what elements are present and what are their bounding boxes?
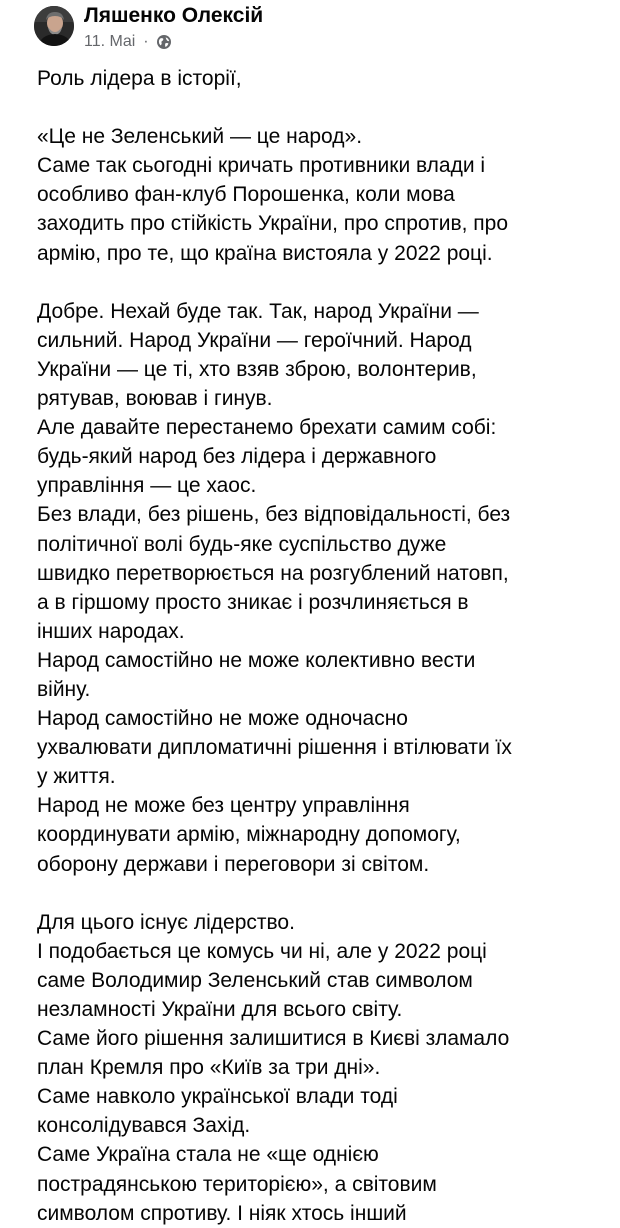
post-meta	[84, 31, 172, 53]
post-text	[37, 64, 612, 1228]
paragraph-gap	[37, 879, 612, 908]
author-name[interactable]: Ляшенко Олексій	[84, 4, 264, 27]
post-paragraph-people: Добре. Нехай буде так. Так, народ України — сильний. Народ України — героїчний. Народ України — це ті, хто взяв зброю, волонтерив, рятував, воював і гинув. Але давайте перестанемо брехати самим собі: будь-який народ без лідера і державного управління — це хаос. Без влади, без рішень, без відповідальності, без політичної волі будь-яке суспільство дуже швидко перетворюється на розгублений натовп, а в гіршому просто зникає і розчлиняється в інших народах. Народ самостійно не може колективно вести війну. Народ самостійно не може одночасно ухвалювати дипломатичні рішення і втілювати їх у життя. Народ не може без центру управління координувати армію, міжнародну допомогу, оборону держави і переговори зі світом.	[37, 299, 512, 876]
globe-icon[interactable]	[156, 34, 172, 50]
post-paragraph-quote: «Це не Зеленський — це народ». Саме так сьогодні кричать противники влади і особливо фан-клуб Порошенка, коли мова заходить про стійкість України, про спротив, про армію, про те, що країна вистояла у 2022 році.	[37, 125, 509, 265]
post-date[interactable]: 11. Mai	[84, 33, 136, 50]
post-header	[0, 0, 620, 56]
post-paragraph-leadership: Для цього існує лідерство. І подобається це комусь чи ні, але у 2022 році саме Володимир Зеленський став символом незламності України для всього світу. Саме його рішення залишитися в Києві зламало план Кремля про «Київ за три дні». Саме навколо української влади тоді консолідувався Захід. Саме Україна стала не «ще однією пострадянською територією», а світовим символом спротиву. І ніяк хтось інший	[37, 910, 510, 1225]
paragraph-gap	[37, 268, 612, 297]
avatar-portrait-icon	[34, 6, 74, 46]
post-paragraph-title: Роль лідера в історії,	[37, 67, 242, 90]
paragraph-gap	[37, 93, 612, 122]
avatar[interactable]	[34, 6, 74, 46]
meta-separator: ·	[143, 33, 149, 50]
